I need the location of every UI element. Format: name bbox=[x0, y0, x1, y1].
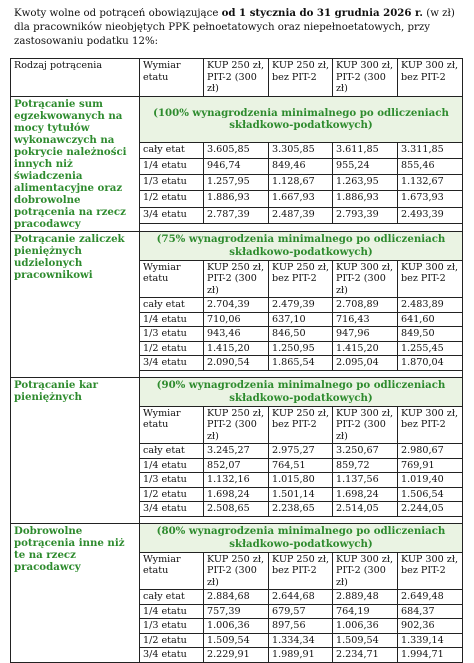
deductions-table bbox=[10, 58, 463, 663]
header-fte: Wymiar etatu bbox=[140, 59, 204, 97]
value-cell: 1.886,93 bbox=[204, 191, 269, 207]
value-cell: 902,36 bbox=[398, 619, 463, 634]
value-cell: 1.015,80 bbox=[269, 473, 333, 488]
subheader-kup300-pit2: KUP 300 zł, PIT-2 (300 zł) bbox=[333, 260, 398, 298]
fte-cell: 1/2 etatu bbox=[140, 341, 204, 356]
fte-cell: 3/4 etatu bbox=[140, 648, 204, 663]
subheader-kup300-nopit: KUP 300 zł, bez PIT-2 bbox=[398, 406, 463, 444]
subheader-kup250-nopit: KUP 250 zł, bez PIT-2 bbox=[269, 260, 333, 298]
value-cell: 1.006,36 bbox=[204, 619, 269, 634]
subheader-kup250-nopit: KUP 250 zł, bez PIT-2 bbox=[269, 552, 333, 590]
fte-cell: 1/3 etatu bbox=[140, 327, 204, 342]
value-cell: 764,51 bbox=[269, 458, 333, 473]
section-1-title: Potrącanie sum egzekwowanych na mocy tytułów wykonawczych na pokrycie należności innych niż świadczenia alimentacyjne oraz dobrowolne potrącenia na rzecz pracodawcy bbox=[11, 96, 140, 231]
value-cell: 2.234,71 bbox=[333, 648, 398, 663]
spacer-cell bbox=[140, 370, 463, 377]
value-cell: 1.989,91 bbox=[269, 648, 333, 663]
value-cell: 2.793,39 bbox=[333, 207, 398, 223]
value-cell: 641,60 bbox=[398, 312, 463, 327]
value-cell: 1.667,93 bbox=[269, 191, 333, 207]
subheader-kup300-nopit: KUP 300 zł, bez PIT-2 bbox=[398, 552, 463, 590]
header-type: Rodzaj potrącenia bbox=[11, 59, 140, 97]
subheader-fte: Wymiar etatu bbox=[140, 552, 204, 590]
subheader-kup250-pit2: KUP 250 zł, PIT-2 (300 zł) bbox=[204, 552, 269, 590]
value-cell: 2.095,04 bbox=[333, 356, 398, 371]
value-cell: 1.698,24 bbox=[333, 487, 398, 502]
intro-paragraph bbox=[14, 6, 462, 49]
fte-cell: 1/3 etatu bbox=[140, 473, 204, 488]
value-cell: 1.865,54 bbox=[269, 356, 333, 371]
table-header-row bbox=[11, 59, 463, 97]
fte-cell: cały etat bbox=[140, 444, 204, 459]
value-cell: 3.611,85 bbox=[333, 143, 398, 159]
section-2-title: Potrącanie zaliczek pieniężnych udzielonych pracownikowi bbox=[11, 231, 140, 377]
value-cell: 947,96 bbox=[333, 327, 398, 342]
fte-cell: 1/2 etatu bbox=[140, 633, 204, 648]
section-2-pct-row bbox=[11, 231, 463, 260]
fte-cell: 3/4 etatu bbox=[140, 502, 204, 517]
fte-cell: 1/3 etatu bbox=[140, 175, 204, 191]
value-cell: 2.704,39 bbox=[204, 298, 269, 313]
fte-cell: 1/3 etatu bbox=[140, 619, 204, 634]
value-cell: 679,57 bbox=[269, 604, 333, 619]
value-cell: 1.255,45 bbox=[398, 341, 463, 356]
header-kup250-nopit: KUP 250 zł, bez PIT-2 bbox=[269, 59, 333, 97]
subheader-fte: Wymiar etatu bbox=[140, 260, 204, 298]
value-cell: 2.649,48 bbox=[398, 590, 463, 605]
spacer-cell bbox=[140, 516, 463, 523]
fte-cell: 3/4 etatu bbox=[140, 207, 204, 223]
value-cell: 855,46 bbox=[398, 159, 463, 175]
section-1-pct: (100% wynagrodzenia minimalnego po odliczeniach składkowo-podatkowych) bbox=[140, 96, 463, 143]
value-cell: 1.339,14 bbox=[398, 633, 463, 648]
value-cell: 764,19 bbox=[333, 604, 398, 619]
header-kup300-nopit: KUP 300 zł, bez PIT-2 bbox=[398, 59, 463, 97]
subheader-kup250-pit2: KUP 250 zł, PIT-2 (300 zł) bbox=[204, 260, 269, 298]
value-cell: 1.128,67 bbox=[269, 175, 333, 191]
value-cell: 3.305,85 bbox=[269, 143, 333, 159]
value-cell: 2.514,05 bbox=[333, 502, 398, 517]
value-cell: 1.415,20 bbox=[204, 341, 269, 356]
subheader-fte: Wymiar etatu bbox=[140, 406, 204, 444]
spacer-cell bbox=[140, 223, 463, 231]
fte-cell: cały etat bbox=[140, 298, 204, 313]
section-4-pct-row bbox=[11, 523, 463, 552]
fte-cell: 1/4 etatu bbox=[140, 604, 204, 619]
value-cell: 684,37 bbox=[398, 604, 463, 619]
section-1-pct-row bbox=[11, 96, 463, 143]
section-3-title: Potrącanie kar pieniężnych bbox=[11, 377, 140, 523]
value-cell: 2.479,39 bbox=[269, 298, 333, 313]
value-cell: 1.334,34 bbox=[269, 633, 333, 648]
value-cell: 2.980,67 bbox=[398, 444, 463, 459]
value-cell: 849,46 bbox=[269, 159, 333, 175]
section-4-pct: (80% wynagrodzenia minimalnego po odliczeniach składkowo-podatkowych) bbox=[140, 523, 463, 552]
value-cell: 1.994,71 bbox=[398, 648, 463, 663]
intro-date-range: od 1 stycznia do 31 grudnia 2026 r. bbox=[221, 7, 423, 19]
value-cell: 3.311,85 bbox=[398, 143, 463, 159]
fte-cell: cały etat bbox=[140, 590, 204, 605]
value-cell: 2.090,54 bbox=[204, 356, 269, 371]
value-cell: 2.487,39 bbox=[269, 207, 333, 223]
value-cell: 3.245,27 bbox=[204, 444, 269, 459]
value-cell: 2.889,48 bbox=[333, 590, 398, 605]
value-cell: 1.132,67 bbox=[398, 175, 463, 191]
value-cell: 2.644,68 bbox=[269, 590, 333, 605]
value-cell: 849,50 bbox=[398, 327, 463, 342]
value-cell: 846,50 bbox=[269, 327, 333, 342]
value-cell: 2.708,89 bbox=[333, 298, 398, 313]
value-cell: 1.506,54 bbox=[398, 487, 463, 502]
intro-text: Kwoty wolne od potrąceń obowiązujące bbox=[14, 8, 222, 19]
fte-cell: 1/2 etatu bbox=[140, 487, 204, 502]
section-3-pct-row bbox=[11, 377, 463, 406]
value-cell: 897,56 bbox=[269, 619, 333, 634]
fte-cell: 1/4 etatu bbox=[140, 312, 204, 327]
value-cell: 1.006,36 bbox=[333, 619, 398, 634]
value-cell: 1.886,93 bbox=[333, 191, 398, 207]
section-4-title: Dobrowolne potrącenia inne niż te na rzecz pracodawcy bbox=[11, 523, 140, 662]
value-cell: 757,39 bbox=[204, 604, 269, 619]
value-cell: 1.870,04 bbox=[398, 356, 463, 371]
value-cell: 1.132,16 bbox=[204, 473, 269, 488]
section-2-pct: (75% wynagrodzenia minimalnego po odliczeniach składkowo-podatkowych) bbox=[140, 231, 463, 260]
fte-cell: 1/2 etatu bbox=[140, 191, 204, 207]
value-cell: 943,46 bbox=[204, 327, 269, 342]
value-cell: 1.257,95 bbox=[204, 175, 269, 191]
subheader-kup300-pit2: KUP 300 zł, PIT-2 (300 zł) bbox=[333, 406, 398, 444]
intro-text-rest: (w zł) dla pracowników nieobjętych PPK pełnoetatowych oraz niepełnoetatowych, przy zastosowaniu podatku 12%: bbox=[14, 8, 455, 47]
value-cell: 1.263,95 bbox=[333, 175, 398, 191]
value-cell: 2.884,68 bbox=[204, 590, 269, 605]
subheader-kup300-pit2: KUP 300 zł, PIT-2 (300 zł) bbox=[333, 552, 398, 590]
value-cell: 2.238,65 bbox=[269, 502, 333, 517]
section-3-pct: (90% wynagrodzenia minimalnego po odliczeniach składkowo-podatkowych) bbox=[140, 377, 463, 406]
value-cell: 2.493,39 bbox=[398, 207, 463, 223]
value-cell: 1.415,20 bbox=[333, 341, 398, 356]
value-cell: 1.509,54 bbox=[333, 633, 398, 648]
fte-cell: 1/4 etatu bbox=[140, 159, 204, 175]
value-cell: 637,10 bbox=[269, 312, 333, 327]
value-cell: 859,72 bbox=[333, 458, 398, 473]
value-cell: 710,06 bbox=[204, 312, 269, 327]
value-cell: 1.250,95 bbox=[269, 341, 333, 356]
subheader-kup250-pit2: KUP 250 zł, PIT-2 (300 zł) bbox=[204, 406, 269, 444]
fte-cell: 3/4 etatu bbox=[140, 356, 204, 371]
value-cell: 2.508,65 bbox=[204, 502, 269, 517]
value-cell: 3.605,85 bbox=[204, 143, 269, 159]
value-cell: 2.244,05 bbox=[398, 502, 463, 517]
value-cell: 3.250,67 bbox=[333, 444, 398, 459]
value-cell: 769,91 bbox=[398, 458, 463, 473]
value-cell: 2.229,91 bbox=[204, 648, 269, 663]
value-cell: 716,43 bbox=[333, 312, 398, 327]
value-cell: 1.019,40 bbox=[398, 473, 463, 488]
fte-cell: 1/4 etatu bbox=[140, 458, 204, 473]
value-cell: 946,74 bbox=[204, 159, 269, 175]
value-cell: 2.787,39 bbox=[204, 207, 269, 223]
value-cell: 1.509,54 bbox=[204, 633, 269, 648]
value-cell: 2.483,89 bbox=[398, 298, 463, 313]
value-cell: 1.698,24 bbox=[204, 487, 269, 502]
value-cell: 1.137,56 bbox=[333, 473, 398, 488]
subheader-kup250-nopit: KUP 250 zł, bez PIT-2 bbox=[269, 406, 333, 444]
fte-cell: cały etat bbox=[140, 143, 204, 159]
value-cell: 2.975,27 bbox=[269, 444, 333, 459]
value-cell: 1.501,14 bbox=[269, 487, 333, 502]
header-kup300-pit2: KUP 300 zł, PIT-2 (300 zł) bbox=[333, 59, 398, 97]
subheader-kup300-nopit: KUP 300 zł, bez PIT-2 bbox=[398, 260, 463, 298]
header-kup250-pit2: KUP 250 zł, PIT-2 (300 zł) bbox=[204, 59, 269, 97]
value-cell: 852,07 bbox=[204, 458, 269, 473]
value-cell: 955,24 bbox=[333, 159, 398, 175]
value-cell: 1.673,93 bbox=[398, 191, 463, 207]
